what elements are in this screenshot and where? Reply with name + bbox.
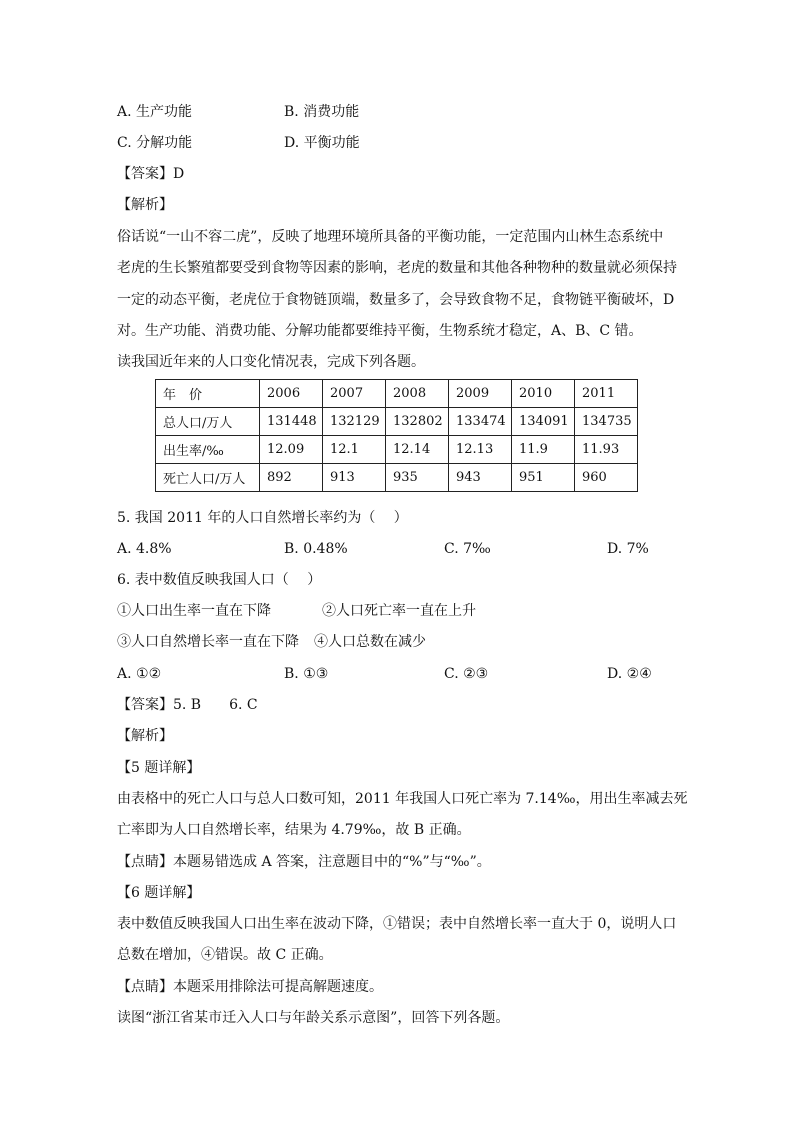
table-cell: 2009 (449, 380, 512, 408)
q6-option-a: A. ①② (117, 666, 162, 682)
table-cell: 12.09 (260, 436, 323, 464)
d5-tip-text: 本题易错选成 A 答案，注意题目中的“%”与“‰”。 (173, 854, 491, 870)
population-table (155, 379, 638, 492)
d5-tip-label: 【点睛】 (117, 854, 173, 870)
prev-option-a: A. 生产功能 (117, 104, 193, 120)
answers-text: 5. B 6. C (173, 697, 258, 713)
q6-option-b: B. ①③ (284, 666, 329, 682)
d6-label: 【6 题详解】 (117, 885, 201, 901)
table-row-label: 年 价 (156, 380, 260, 408)
table-cell: 2006 (260, 380, 323, 408)
table-row (156, 464, 638, 492)
prev-analysis-line-4: 对。生产功能、消费功能、分解功能都要维持平衡，生物系统才稳定，A、B、C 错。 (117, 323, 643, 339)
table-cell: 892 (260, 464, 323, 492)
q5-option-d: D. 7% (607, 541, 649, 557)
prev-answer: 【答案】D (117, 166, 185, 182)
prev-option-c: C. 分解功能 (117, 135, 193, 151)
d6-tip-label: 【点睛】 (117, 979, 173, 995)
prev-analysis-line-1: 俗话说“一山不容二虎”，反映了地理环境所具备的平衡功能，一定范围内山林生态系统中 (117, 229, 664, 245)
q6-option-d: D. ②④ (607, 666, 652, 682)
table-cell: 2008 (386, 380, 449, 408)
q5-option-c: C. 7‰ (444, 541, 491, 557)
table-cell: 960 (575, 464, 638, 492)
table-row (156, 408, 638, 436)
table-row-label: 死亡人口/万人 (156, 464, 260, 492)
table-cell: 11.9 (512, 436, 575, 464)
d5-line-2: 亡率即为人口自然增长率，结果为 4.79‰，故 B 正确。 (117, 822, 471, 838)
table-cell: 12.13 (449, 436, 512, 464)
d6-line-1: 表中数值反映我国人口出生率在波动下降，①错误；表中自然增长率一直大于 0，说明人口 (117, 916, 677, 932)
table-cell: 12.1 (323, 436, 386, 464)
d6-tip (117, 977, 383, 997)
table-cell: 943 (449, 464, 512, 492)
q5-option-a: A. 4.8% (117, 541, 172, 557)
d5-label: 【5 题详解】 (117, 760, 201, 776)
q6-statement-4: ④人口总数在减少 (314, 634, 426, 650)
table-row (156, 380, 638, 408)
q6-option-c: C. ②③ (444, 666, 489, 682)
table-cell: 951 (512, 464, 575, 492)
d5-tip (117, 852, 491, 872)
q6-stem: 6. 表中数值反映我国人口（ ） (117, 572, 322, 588)
table-row (156, 436, 638, 464)
q6-statement-2: ②人口死亡率一直在上升 (322, 603, 476, 619)
d6-line-2: 总数在增加，④错误。故 C 正确。 (117, 947, 333, 963)
table-cell: 935 (386, 464, 449, 492)
prev-option-b: B. 消费功能 (284, 104, 360, 120)
table-cell: 132129 (323, 408, 386, 436)
q5-stem: 5. 我国 2011 年的人口自然增长率约为（ ） (117, 510, 408, 526)
next-intro: 读图“浙江省某市迁入人口与年龄关系示意图”，回答下列各题。 (117, 1010, 510, 1026)
q5-option-b: B. 0.48% (284, 541, 348, 557)
table-cell: 11.93 (575, 436, 638, 464)
d5-line-1: 由表格中的死亡人口与总人口数可知，2011 年我国人口死亡率为 7.14‰，用出生率减去死 (117, 791, 688, 807)
answers-line (117, 695, 258, 715)
prev-option-d: D. 平衡功能 (284, 135, 360, 151)
table-cell: 2010 (512, 380, 575, 408)
q6-statement-3: ③人口自然增长率一直在下降 (117, 634, 299, 650)
prev-analysis-label: 【解析】 (117, 197, 173, 213)
table-cell: 913 (323, 464, 386, 492)
table-cell: 131448 (260, 408, 323, 436)
d6-tip-text: 本题采用排除法可提高解题速度。 (173, 979, 383, 995)
answers-analysis-label: 【解析】 (117, 728, 173, 744)
answers-label: 【答案】 (117, 697, 173, 713)
table-cell: 2011 (575, 380, 638, 408)
table-cell: 12.14 (386, 436, 449, 464)
table-row-label: 总人口/万人 (156, 408, 260, 436)
table-intro: 读我国近年来的人口变化情况表，完成下列各题。 (117, 354, 425, 370)
prev-analysis-line-3: 一定的动态平衡，老虎位于食物链顶端，数量多了，会导致食物不足，食物链平衡破坏，D (117, 292, 675, 308)
table-cell: 134735 (575, 408, 638, 436)
table-cell: 134091 (512, 408, 575, 436)
table-cell: 2007 (323, 380, 386, 408)
q6-statement-1: ①人口出生率一直在下降 (117, 603, 271, 619)
prev-analysis-line-2: 老虎的生长繁殖都要受到食物等因素的影响，老虎的数量和其他各种物种的数量就必须保持 (117, 260, 677, 276)
table-cell: 133474 (449, 408, 512, 436)
table-cell: 132802 (386, 408, 449, 436)
table-row-label: 出生率/‰ (156, 436, 260, 464)
